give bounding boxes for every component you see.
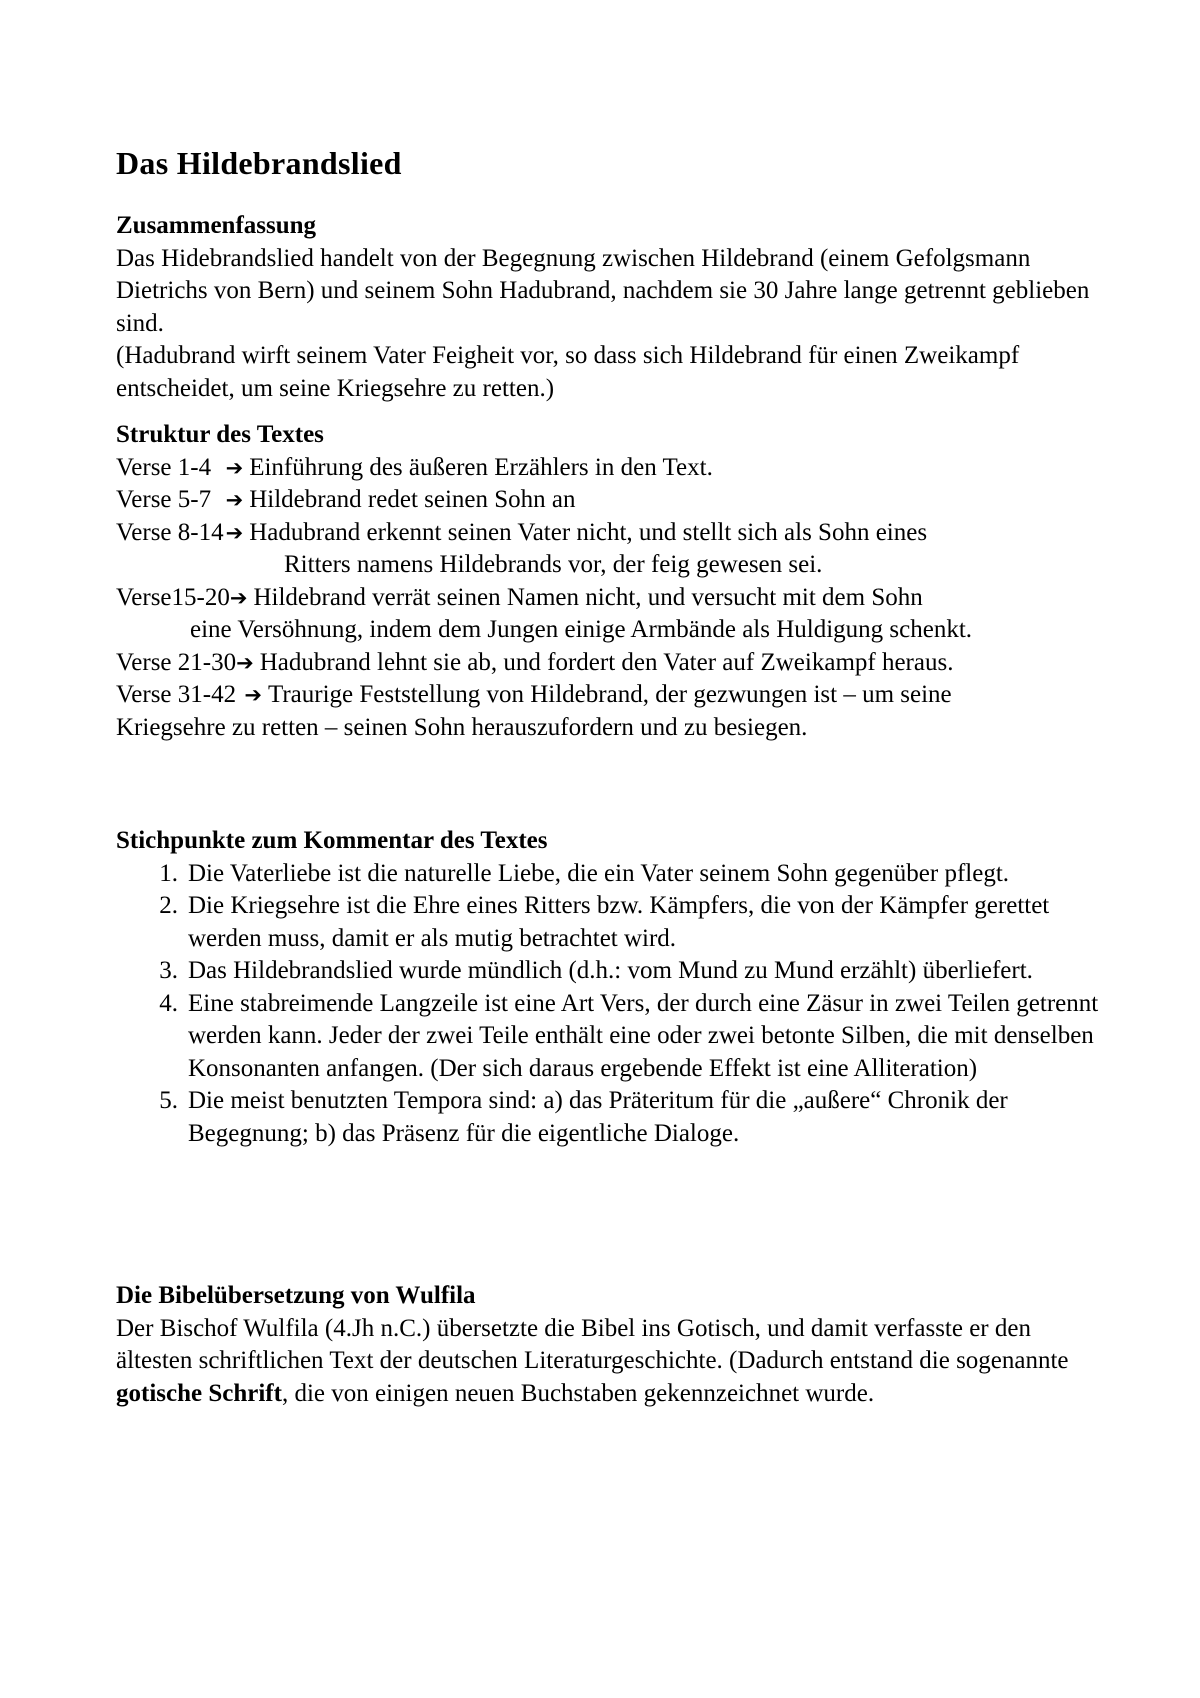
verse-description: Einführung des äußeren Erzählers in den Text. xyxy=(249,453,713,481)
structure-row xyxy=(116,484,1106,517)
verse-description: Hadubrand lehnt sie ab, und fordert den Vater auf Zweikampf heraus. xyxy=(259,648,954,676)
verse-continuation: eine Versöhnung, indem dem Jungen einige Armbände als Huldigung schenkt. xyxy=(190,616,973,643)
verse-continuation: Kriegsehre zu retten – seinen Sohn herauszufordern und zu besiegen. xyxy=(116,713,808,741)
commentary-heading: Stichpunkte zum Kommentar des Textes xyxy=(116,827,548,854)
document-title: Das Hildebrandslied xyxy=(116,145,402,181)
list-item-number: 4. xyxy=(159,989,178,1017)
list-item-text: Die Vaterliebe ist die naturelle Liebe, die ein Vater seinem Sohn gegenüber pflegt. xyxy=(188,859,1010,887)
verse-description: Hildebrand redet seinen Sohn an xyxy=(249,486,576,513)
arrow-right-icon: ➔ xyxy=(225,488,244,512)
structure-section xyxy=(116,419,1106,744)
structure-row xyxy=(116,517,1106,550)
list-item-number: 3. xyxy=(159,957,178,984)
arrow-right-icon: ➔ xyxy=(225,520,244,545)
list-item xyxy=(116,955,1106,988)
structure-heading: Struktur des Textes xyxy=(116,421,324,448)
summary-paragraph-2: (Hadubrand wirft seinem Vater Feigheit vor, so dass sich Hildebrand für einen Zweikampf entscheidet, um seine Kriegsehre zu retten.) xyxy=(116,342,1020,402)
verse-description: Hildebrand verrät seinen Namen nicht, und versucht mit dem Sohn xyxy=(253,583,923,611)
arrow-right-icon: ➔ xyxy=(229,585,248,610)
structure-row xyxy=(116,582,1106,615)
list-item xyxy=(116,1085,1106,1150)
verse-range-label: Verse 8-14 xyxy=(116,518,224,546)
structure-row xyxy=(116,452,1106,485)
structure-row xyxy=(116,679,1106,712)
structure-row xyxy=(116,647,1106,680)
commentary-list xyxy=(116,858,1106,1151)
wulfila-paragraph xyxy=(116,1313,1106,1411)
commentary-section xyxy=(116,825,1106,1150)
list-item-text: Die meist benutzten Tempora sind: a) das Präteritum für die „außere“ Chronik der Begegnung; b) das Präsenz für die eigentliche Dialoge. xyxy=(188,1087,1008,1147)
verse-range-label: Verse15-20 xyxy=(116,583,230,611)
arrow-right-icon: ➔ xyxy=(236,650,254,675)
arrow-right-icon: ➔ xyxy=(244,683,262,707)
verse-continuation: Ritters namens Hildebrands vor, der feig gewesen sei. xyxy=(284,551,823,578)
summary-paragraph-1: Das Hidebrandslied handelt von der Begegnung zwischen Hildebrand (einem Gefolgsmann Dietrichs von Bern) und seinem Sohn Hadubrand, nachdem sie 30 Jahre lange getrennt geblieben sind. xyxy=(116,244,1090,337)
list-item-text: Die Kriegsehre ist die Ehre eines Ritters bzw. Kämpfers, die von der Kämpfer gerettet werden muss, damit er als mutig betrachtet wird. xyxy=(188,892,1050,952)
wulfila-text-after: , die von einigen neuen Buchstaben gekennzeichnet wurde. xyxy=(281,1379,875,1407)
verse-range-label: Verse 1-4 xyxy=(116,453,224,481)
summary-section xyxy=(116,210,1106,405)
list-item-number: 1. xyxy=(159,859,178,887)
list-item xyxy=(116,890,1106,955)
list-item-number: 2. xyxy=(159,892,178,919)
list-item xyxy=(116,858,1106,891)
list-item xyxy=(116,988,1106,1086)
arrow-right-icon: ➔ xyxy=(225,455,244,480)
verse-description: Traurige Feststellung von Hildebrand, der gezwungen ist – um seine xyxy=(267,681,952,708)
verse-range-label: Verse 5-7 xyxy=(116,486,224,513)
verse-description: Hadubrand erkennt seinen Vater nicht, und stellt sich als Sohn eines xyxy=(249,518,928,546)
list-item-text: Eine stabreimende Langzeile ist eine Art Vers, der durch eine Zäsur in zwei Teilen getrennt werden kann. Jeder der zwei Teile enthält eine oder zwei betonte Silben, die mit denselben Konsonanten anfangen. (Der sich daraus ergebende Effekt ist eine Alliteration) xyxy=(188,989,1099,1082)
list-item-number: 5. xyxy=(159,1087,178,1114)
verse-range-label: Verse 31-42 xyxy=(116,681,243,708)
gotische-schrift-term: gotische Schrift xyxy=(116,1379,282,1407)
wulfila-text-before: Der Bischof Wulfila (4.Jh n.C.) übersetzte die Bibel ins Gotisch, und damit verfasste er den ältesten schriftlichen Text der deutschen Literaturgeschichte. (Dadurch entstand die sogenannte xyxy=(116,1314,1069,1374)
verse-range-label: Verse 21-30 xyxy=(116,648,237,676)
summary-heading: Zusammenfassung xyxy=(116,212,317,239)
wulfila-section xyxy=(116,1280,1106,1410)
wulfila-heading: Die Bibelübersetzung von Wulfila xyxy=(116,1282,476,1309)
list-item-text: Das Hildebrandslied wurde mündlich (d.h.: vom Mund zu Mund erzählt) überliefert. xyxy=(188,957,1033,984)
